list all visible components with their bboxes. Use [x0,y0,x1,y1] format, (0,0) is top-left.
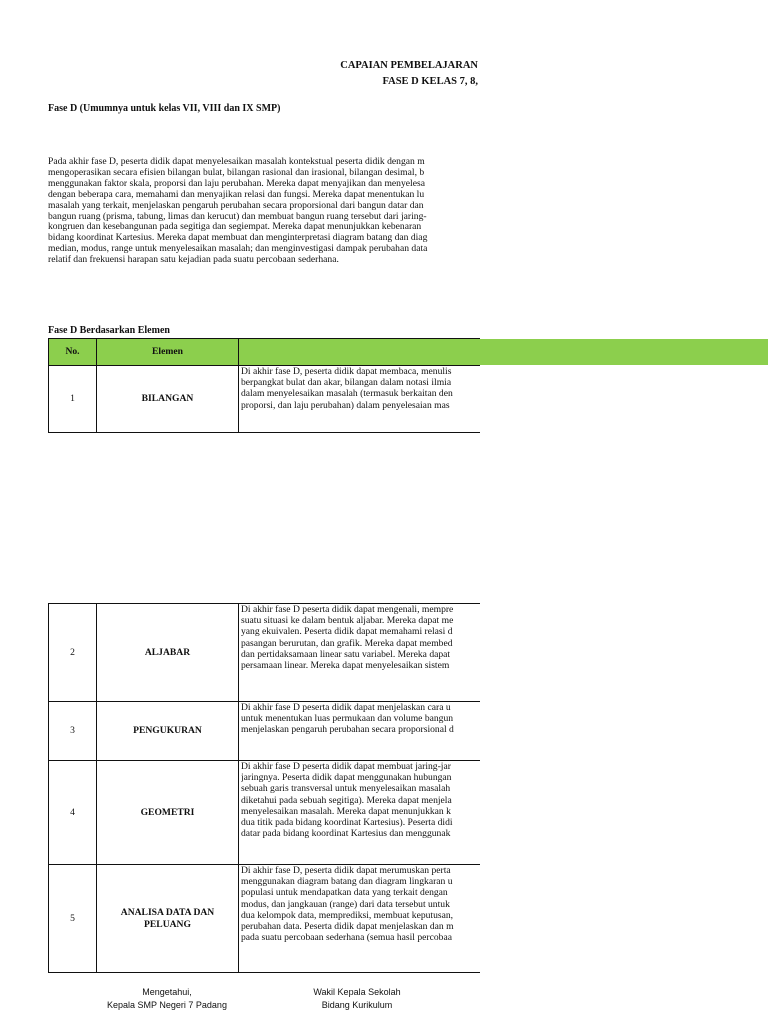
description-line: pada suatu percobaan sederhana (semua hasil percobaa [241,932,452,944]
description-line: suatu situasi ke dalam bentuk aljabar. Mereka dapat me [241,615,454,627]
description-line: Di akhir fase D peserta didik dapat mengenali, mempre [241,604,454,615]
signature-left [92,986,242,1012]
intro-line: menggunakan faktor skala, proporsi dan laju perubahan. Mereka dapat menyajikan dan menyelesa [48,177,425,189]
row-description [239,604,480,702]
description-line: Di akhir fase D, peserta didik dapat membaca, menulis [241,366,452,377]
description-line: berpangkat bulat dan akar, bilangan dalam notasi ilmia [241,377,452,389]
description-line: menyelesaikan masalah. Mereka dapat menunjukkan k [241,805,451,817]
description-line: sebuah garis transversal untuk menyelesaikan masalah [241,783,451,795]
intro-line: bidang koordinat Kartesius. Mereka dapat membuat dan menginterpretasi diagram batang dan diag [48,232,428,244]
table-row [49,366,480,433]
description-line: dan pertidaksamaan linear satu variabel. Mereka dapat [241,648,451,660]
description-line: untuk menentukan luas permukaan dan volume bangun [241,713,454,725]
row-number: 2 [49,604,97,702]
row-number: 5 [49,865,97,973]
signature-left-line1: Mengetahui, [142,987,192,997]
description-line: proporsi, dan laju perubahan) dalam penyelesaian mas [241,399,450,411]
intro-line: Pada akhir fase D, peserta didik dapat menyelesaikan masalah kontekstual peserta didik dengan m [48,157,425,167]
col-header-elemen: Elemen [97,339,239,366]
intro-line: median, modus, range untuk menyelesaikan masalah; dan menginvestigasi dampak perubahan data [48,243,428,255]
row-element: ANALISA DATA DAN PELUANG [97,865,239,973]
elements-heading: Fase D Berdasarkan Elemen [48,325,170,336]
signature-left-line2: Kepala SMP Negeri 7 Padang [107,1000,227,1010]
description-line: dua titik pada bidang koordinat Kartesius). Peserta didi [241,817,453,829]
description-line: menggunakan diagram batang dan diagram lingkaran u [241,876,453,888]
table-row [49,702,480,761]
row-element: BILANGAN [97,366,239,433]
intro-line: mengoperasikan secara efisien bilangan bulat, bilangan rasional dan irasional, bilangan desimal, b [48,166,425,178]
description-line: persamaan linear. Mereka dapat menyelesaikan sistem [241,660,450,672]
intro-line: relatif dan frekuensi harapan satu kejadian pada suatu percobaan sederhana. [48,254,339,266]
elements-table-top [48,338,480,433]
intro-line: kongruen dan kesebangunan pada segitiga dan segiempat. Mereka dapat menunjukkan kebenaran [48,221,422,233]
description-line: menjelaskan pengaruh perubahan secara proporsional d [241,724,454,736]
row-element: ALJABAR [97,604,239,702]
document-title-line1: CAPAIAN PEMBELAJARAN [340,60,478,71]
table-header-extension [478,339,768,365]
description-line: dalam menyelesaikan masalah (termasuk berkaitan den [241,388,453,400]
row-number: 3 [49,702,97,761]
intro-line: masalah yang terkait, menjelaskan pengaruh perubahan secara proporsional dari bangun datar dan [48,199,424,211]
table-header-row [49,339,480,366]
row-description [239,366,480,433]
description-line: pasangan berurutan, dan grafik. Mereka dapat membed [241,637,453,649]
description-line: Di akhir fase D peserta didik dapat membuat jaring-jar [241,761,451,772]
row-description [239,865,480,973]
table-row [49,761,480,865]
row-description [239,702,480,761]
description-line: populasi untuk mendapatkan data yang terkait dengan [241,887,448,899]
description-line: datar pada bidang koordinat Kartesius dan menggunak [241,828,451,840]
description-line: dua kelompok data, memprediksi, membuat keputusan, [241,909,454,921]
description-line: yang ekuivalen. Peserta didik dapat memahami relasi d [241,626,453,638]
row-element: PENGUKURAN [97,702,239,761]
signature-right-line2: Bidang Kurikulum [321,1000,393,1010]
col-header-capaian [239,339,480,366]
col-header-no: No. [49,339,97,366]
description-line: Di akhir fase D peserta didik dapat menjelaskan cara u [241,702,451,713]
row-description [239,761,480,865]
phase-heading: Fase D (Umumnya untuk kelas VII, VIII dan IX SMP) [48,103,281,114]
row-number: 1 [49,366,97,433]
description-line: diketahui pada sebuah segitiga). Mereka dapat menjela [241,794,452,806]
intro-line: dengan beberapa cara, memahami dan menyajikan relasi dan fungsi. Mereka dapat menentukan lu [48,188,425,200]
description-line: jaringnya. Peserta didik dapat menggunakan hubungan [241,772,452,784]
intro-line: bangun ruang (prisma, tabung, limas dan kerucut) dan membuat bangun ruang tersebut dari jaring- [48,210,427,222]
document-title-line2: FASE D KELAS 7, 8, [382,76,478,87]
description-line: modus, dan jangkauan (range) dari data tersebut untuk [241,898,450,910]
row-number: 4 [49,761,97,865]
signature-right [282,986,432,1012]
description-line: perubahan data. Peserta didik dapat menjelaskan dan m [241,921,454,933]
description-line: Di akhir fase D, peserta didik dapat merumuskan perta [241,865,451,876]
table-row [49,604,480,702]
intro-paragraph [48,157,478,266]
elements-table-bottom [48,603,480,973]
signature-right-line1: Wakil Kepala Sekolah [313,987,401,997]
table-row [49,865,480,973]
row-element: GEOMETRI [97,761,239,865]
